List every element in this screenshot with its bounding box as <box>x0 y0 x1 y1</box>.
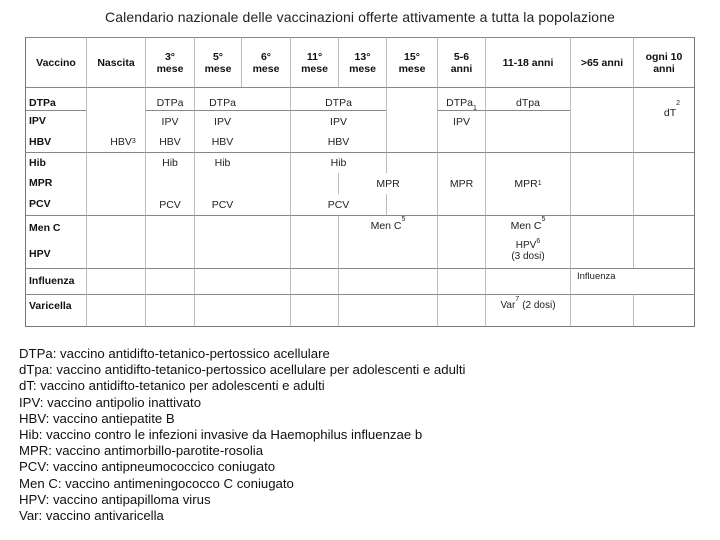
legend-item: HBV: vaccino antiepatite B <box>19 410 175 426</box>
cell-varicella-11-18-anni: Var 7 (2 dosi) <box>485 294 570 327</box>
header-3-mese-num: 3° <box>164 50 176 63</box>
cell-ipv-5-6-anni: IPV <box>437 110 485 132</box>
row-label-pcv: PCV <box>25 194 86 215</box>
cell-hbv-nascita: HBV 3 <box>86 132 145 152</box>
header-ogni-10-unit: anni <box>653 62 675 75</box>
header-6-mese-num: 6° <box>260 50 272 63</box>
cell-var-dosi: (2 dosi) <box>522 300 556 311</box>
legend-item: DTPa: vaccino antidifto-tetanico-pertossico acellulare <box>19 346 330 361</box>
cell-var-text: Var <box>500 300 516 311</box>
row-label-men-c: Men C <box>25 215 86 240</box>
cell-empty <box>145 268 194 294</box>
legend-item: dTpa: vaccino antidifto-tetanico-pertossico acellulare per adolescenti e adulti <box>19 362 466 378</box>
legend-item: HPV: vaccino antipapilloma virus <box>19 491 211 507</box>
cell-dtpa-5-mese <box>194 87 290 110</box>
legend-item: Var: vaccino antivaricella <box>19 508 164 524</box>
cell-empty <box>633 152 695 215</box>
cell-hpv-11-18-line <box>516 240 540 251</box>
cell-men-c-11-18-anni: Men C 5 <box>485 215 570 240</box>
cell-dtpa-5-6-text: DTPa <box>446 97 473 109</box>
cell-men-c-11-18-text: Men C <box>510 220 542 232</box>
cell-dt-text: dT <box>663 107 677 119</box>
cell-empty <box>386 132 437 152</box>
cell-empty <box>145 294 194 327</box>
row-label-hbv: HBV <box>25 132 86 152</box>
cell-empty <box>570 152 633 215</box>
cell-empty <box>485 194 570 215</box>
header-5-6-anni <box>437 37 485 87</box>
cell-mpr-5-6-anni: MPR <box>437 173 485 194</box>
cell-dtpa-5-6-anni: DTPa 1 <box>437 87 485 110</box>
cell-empty <box>338 268 437 294</box>
header-ogni-10-num: ogni 10 <box>645 50 683 63</box>
cell-empty <box>570 215 633 268</box>
cell-ipv-5-text: IPV <box>214 115 231 128</box>
cell-empty <box>437 152 485 173</box>
header-6-mese <box>241 37 290 87</box>
cell-empty <box>386 87 437 132</box>
cell-empty <box>386 152 437 173</box>
cell-empty <box>194 215 290 268</box>
cell-mpr-13-15-mese: MPR <box>338 173 437 194</box>
cell-hbv-3-mese: HBV <box>145 132 194 152</box>
cell-hib-5-text: Hib <box>214 157 231 169</box>
cell-empty <box>570 132 633 152</box>
header-ogni-10-anni <box>633 37 695 87</box>
header-3-mese-unit: mese <box>156 62 184 75</box>
cell-empty <box>485 152 570 173</box>
header-15-mese <box>386 37 437 87</box>
cell-empty <box>633 132 695 152</box>
header-6-mese-unit: mese <box>252 62 280 75</box>
cell-ipv-11-mese: IPV <box>290 110 386 132</box>
row-label-hpv: HPV <box>25 240 86 268</box>
row-label-ipv: IPV <box>25 110 86 132</box>
row-label-dtpa: DTPa <box>25 87 86 110</box>
cell-influenza-over-65-anni: Influenza <box>570 268 695 294</box>
header-11-mese-num: 11° <box>306 50 323 63</box>
cell-empty <box>290 268 338 294</box>
header-over-65-anni: >65 anni <box>570 37 633 87</box>
cell-empty <box>145 215 194 268</box>
cell-ipv-5-mese <box>194 110 290 132</box>
header-5-mese-unit: mese <box>204 62 232 75</box>
cell-empty <box>338 294 437 327</box>
cell-hbv-5-text: HBV <box>211 136 234 148</box>
cell-men-c-13-15-text: Men C <box>370 220 402 232</box>
cell-hib-5-mese <box>194 152 290 173</box>
header-11-18-anni: 11-18 anni <box>485 37 570 87</box>
cell-empty <box>86 152 145 215</box>
vaccination-schedule-table <box>25 37 695 327</box>
legend-item: Hib: vaccino contro le infezioni invasive da Haemophilus influenzae b <box>19 427 423 443</box>
cell-empty <box>290 173 338 194</box>
cell-empty <box>338 240 437 268</box>
legend-item: IPV: vaccino antipolio inattivato <box>19 394 202 410</box>
legend-item: dT: vaccino antidifto-tetanico per adolescenti e adulti <box>19 378 325 394</box>
cell-mpr-11-18-anni: MPR 1 <box>485 173 570 194</box>
cell-dtpa-5-text: DTPa <box>209 97 236 109</box>
header-vaccino: Vaccino <box>25 37 86 87</box>
cell-empty <box>386 194 437 215</box>
cell-empty <box>145 173 194 194</box>
cell-hbv-5-mese <box>194 132 290 152</box>
cell-pcv-5-text: PCV <box>211 198 234 211</box>
cell-dtpa-11-mese: DTPa <box>290 87 386 110</box>
cell-hpv-11-18-anni <box>485 240 570 268</box>
cell-pcv-11-mese: PCV <box>290 194 386 215</box>
cell-mpr-11-18-text: MPR <box>514 177 538 190</box>
row-label-mpr: MPR <box>25 173 86 194</box>
legend-item: MPR: vaccino antimorbillo-parotite-rosolia <box>19 443 264 459</box>
cell-dtpa-11-18-anni: dTpa <box>485 87 570 110</box>
cell-empty <box>485 268 570 294</box>
row-label-hib: Hib <box>25 152 86 173</box>
cell-dt-ogni-10-anni: dT 2 <box>633 87 695 132</box>
abbreviations-legend <box>19 346 465 524</box>
header-11-mese <box>290 37 338 87</box>
header-11-mese-unit: mese <box>301 62 328 75</box>
cell-empty <box>86 294 145 327</box>
cell-men-c-13-15-mese: Men C 5 <box>338 215 437 240</box>
header-5-6-anni-num: 5-6 <box>453 50 470 63</box>
cell-pcv-5-mese <box>194 194 290 215</box>
header-5-mese <box>194 37 241 87</box>
row-label-influenza: Influenza <box>25 268 86 294</box>
cell-pcv-3-mese: PCV <box>145 194 194 215</box>
header-13-mese-num: 13° <box>354 50 371 63</box>
cell-hpv-dosi: (3 dosi) <box>511 251 545 262</box>
cell-hbv-11-mese: HBV <box>290 132 386 152</box>
cell-empty <box>633 215 695 268</box>
header-13-mese-unit: mese <box>349 62 376 75</box>
cell-empty <box>86 268 145 294</box>
cell-empty <box>86 87 145 132</box>
cell-empty <box>290 294 338 327</box>
cell-hib-3-mese: Hib <box>145 152 194 173</box>
cell-dtpa-3-mese: DTPa <box>145 87 194 110</box>
header-13-mese <box>338 37 386 87</box>
footnote-marker: 6 <box>536 238 541 245</box>
legend-item: Men C: vaccino antimeningococco C coniugato <box>19 475 294 491</box>
header-nascita: Nascita <box>86 37 145 87</box>
cell-empty <box>437 294 485 327</box>
cell-empty <box>194 294 290 327</box>
cell-empty <box>485 110 570 152</box>
cell-ipv-3-mese: IPV <box>145 110 194 132</box>
cell-empty <box>194 173 290 194</box>
header-5-mese-num: 5° <box>212 50 224 63</box>
cell-empty <box>86 215 145 268</box>
cell-empty <box>570 294 633 327</box>
header-3-mese <box>145 37 194 87</box>
header-5-6-anni-unit: anni <box>450 62 473 75</box>
cell-hpv-11-18-text: HPV <box>515 240 537 251</box>
cell-empty <box>437 132 485 152</box>
cell-hbv-nascita-text: HBV <box>110 136 132 148</box>
cell-empty <box>194 268 290 294</box>
cell-empty <box>570 87 633 132</box>
legend-item: PCV: vaccino antipneumococcico coniugato <box>19 459 276 475</box>
header-15-mese-num: 15° <box>404 50 420 63</box>
cell-hib-11-mese: Hib <box>290 152 386 173</box>
cell-empty <box>633 294 695 327</box>
cell-empty <box>437 194 485 215</box>
header-15-mese-unit: mese <box>398 62 426 75</box>
cell-empty <box>290 215 338 268</box>
cell-empty <box>437 215 485 268</box>
row-label-varicella: Varicella <box>25 294 86 327</box>
cell-empty <box>437 268 485 294</box>
page-title: Calendario nazionale delle vaccinazioni offerte attivamente a tutta la popolazione <box>105 9 615 25</box>
